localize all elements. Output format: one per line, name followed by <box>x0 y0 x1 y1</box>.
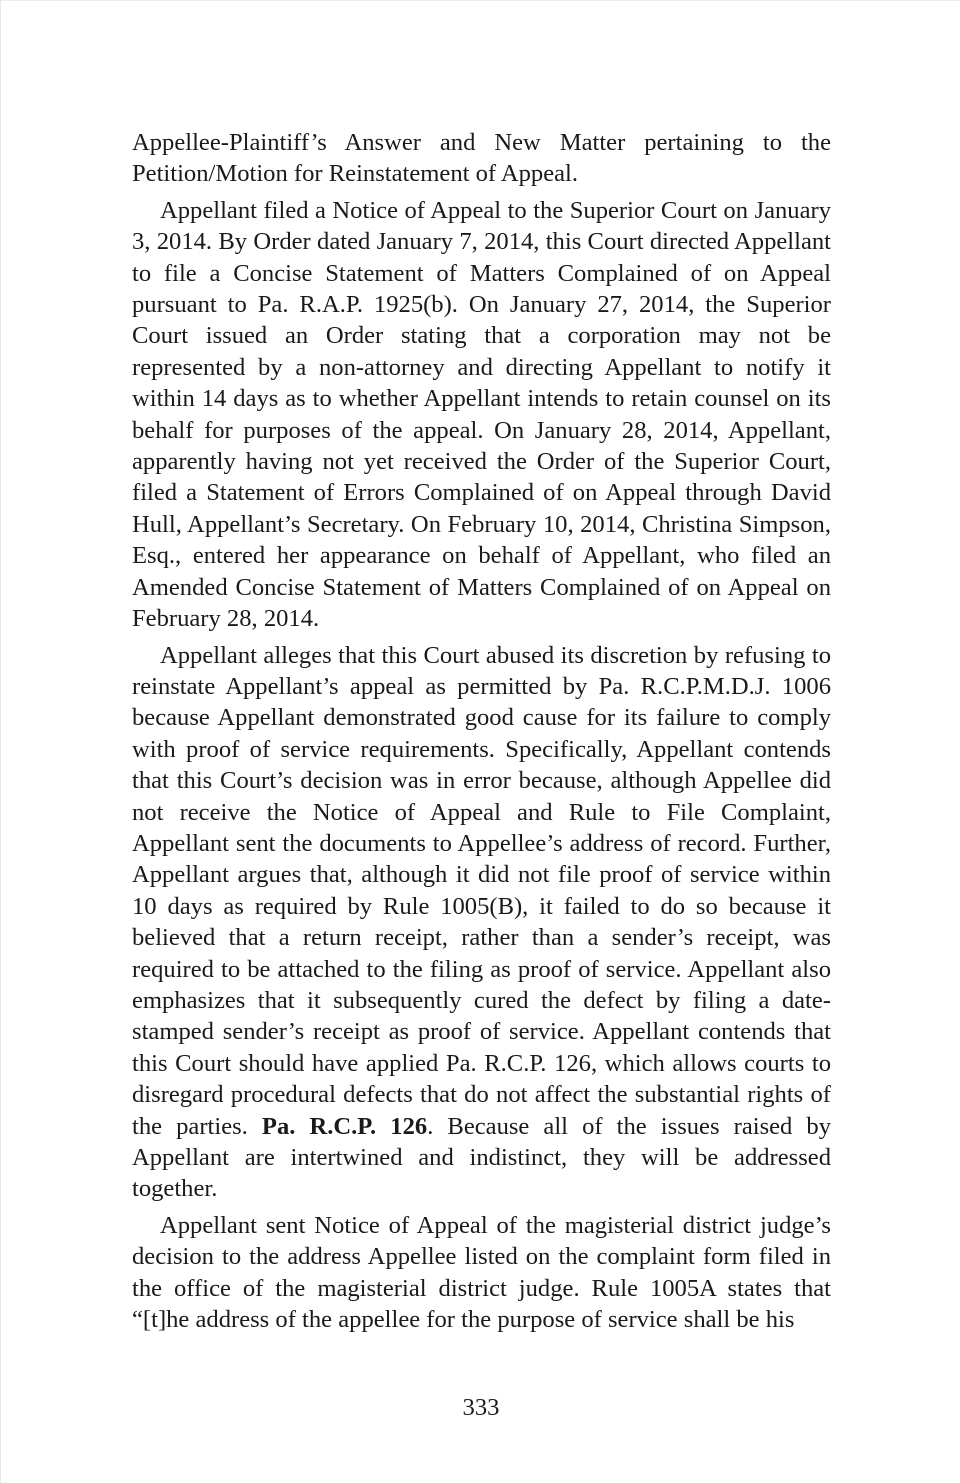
paragraph-text-before-citation: Appellant alleges that this Court abused its discretion by refusing to reinstate Appellant’s appeal as permitted by Pa. R.C.P.M.D.J. 1006 because Appellant demonstrated good cause for its failure to comply with proof of service requirements. Specifically, Appellant contends that this Court’s decision was in error because, although Appellee did not receive the Notice of Appeal and Rule to File Complaint, Appellant sent the documents to Appellee’s address of record. Further, Appellant argues that, although it did not file proof of service within 10 days as required by Rule 1005(B), it failed to do so because it believed that a return receipt, rather than a sender’s receipt, was required to be attached to the filing as proof of service. Appellant also emphasizes that it subsequently cured the defect by filing a date-stamped sender’s receipt as proof of service. Appellant contends that this Court should have applied Pa. R.C.P. 126, which allows courts to disregard procedural defects that do not affect the substantial rights of the parties. <box>132 641 831 1140</box>
paragraph-appellant-alleges <box>132 640 831 1205</box>
body-text <box>132 127 831 1335</box>
page-number: 333 <box>462 1394 500 1421</box>
paragraph-notice-of-appeal: Appellant filed a Notice of Appeal to the Superior Court on January 3, 2014. By Order dated January 7, 2014, this Court directed Appellant to file a Concise Statement of Matters Complained of on Appeal pursuant to Pa. R.A.P. 1925(b). On January 27, 2014, the Superior Court issued an Order stating that a corporation may not be represented by a non-attorney and directing Appellant to notify it within 14 days as to whether Appellant intends to retain counsel on its behalf for purposes of the appeal. On January 28, 2014, Appellant, apparently having not yet received the Order of the Superior Court, filed a Statement of Errors Complained of on Appeal through David Hull, Appellant’s Secretary. On February 10, 2014, Christina Simpson, Esq., entered her appearance on behalf of Appellant, who filed an Amended Concise Statement of Matters Complained of on Appeal on February 28, 2014. <box>132 196 831 633</box>
paragraph-continued: Appellee-Plaintiff’s Answer and New Matter pertaining to the Petition/Motion for Reinstatement of Appeal. <box>132 129 831 188</box>
paragraph-notice-address: Appellant sent Notice of Appeal of the magisterial district judge’s decision to the address Appellee listed on the complaint form filed in the office of the magisterial district judge. Rule 1005A states that “[t]he address of the appellee for the purpose of service shall be his <box>132 1211 831 1334</box>
bold-citation: Pa. R.C.P. 126 <box>261 1112 428 1140</box>
paragraph-text-after-citation: . Because all of the issues raised by Appellant are intertwined and indistinct, they will be addressed together. <box>132 1112 832 1203</box>
